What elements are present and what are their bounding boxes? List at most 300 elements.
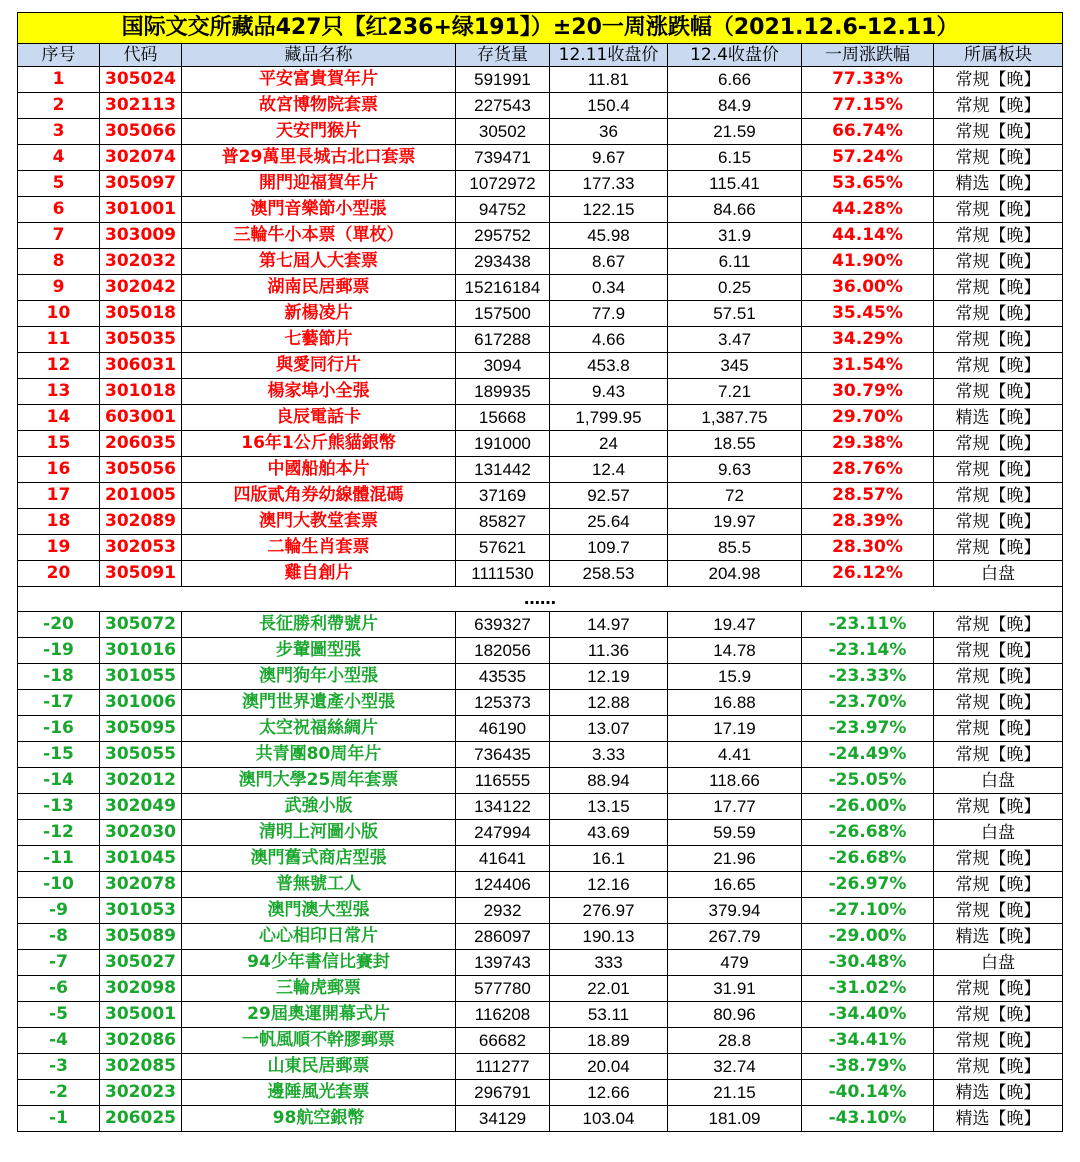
cell-weekly-change: -40.14% bbox=[802, 1080, 934, 1106]
gainer-row bbox=[18, 171, 1063, 197]
cell-close-1211: 109.7 bbox=[550, 535, 668, 561]
cell-close-1211: 3.33 bbox=[550, 742, 668, 768]
cell-close-124: 21.96 bbox=[668, 846, 802, 872]
cell-weekly-change: -26.00% bbox=[802, 794, 934, 820]
cell-code: 302074 bbox=[100, 145, 182, 171]
cell-code: 302089 bbox=[100, 509, 182, 535]
cell-weekly-change: 28.57% bbox=[802, 483, 934, 509]
gainer-row bbox=[18, 483, 1063, 509]
cell-code: 302023 bbox=[100, 1080, 182, 1106]
cell-rank: 2 bbox=[18, 93, 100, 119]
cell-close-124: 17.77 bbox=[668, 794, 802, 820]
cell-close-124: 84.9 bbox=[668, 93, 802, 119]
loser-row bbox=[18, 612, 1063, 638]
cell-weekly-change: -26.68% bbox=[802, 820, 934, 846]
table-body bbox=[18, 13, 1063, 1132]
cell-stock: 1072972 bbox=[456, 171, 550, 197]
cell-code: 301018 bbox=[100, 379, 182, 405]
cell-name: 武強小版 bbox=[182, 794, 456, 820]
cell-stock: 191000 bbox=[456, 431, 550, 457]
cell-rank: -12 bbox=[18, 820, 100, 846]
cell-weekly-change: -43.10% bbox=[802, 1106, 934, 1132]
cell-sector: 精选【晚】 bbox=[934, 1080, 1063, 1106]
cell-rank: 1 bbox=[18, 67, 100, 93]
gainer-row bbox=[18, 535, 1063, 561]
cell-stock: 139743 bbox=[456, 950, 550, 976]
cell-name: 第七屆人大套票 bbox=[182, 249, 456, 275]
cell-code: 302113 bbox=[100, 93, 182, 119]
cell-sector: 白盘 bbox=[934, 768, 1063, 794]
cell-weekly-change: 28.30% bbox=[802, 535, 934, 561]
loser-row bbox=[18, 1080, 1063, 1106]
cell-stock: 182056 bbox=[456, 638, 550, 664]
cell-close-1211: 12.4 bbox=[550, 457, 668, 483]
cell-name: 三輪牛小本票（單枚） bbox=[182, 223, 456, 249]
cell-close-1211: 258.53 bbox=[550, 561, 668, 587]
cell-sector: 常规【晚】 bbox=[934, 197, 1063, 223]
cell-close-1211: 13.07 bbox=[550, 716, 668, 742]
cell-weekly-change: 30.79% bbox=[802, 379, 934, 405]
gainer-row bbox=[18, 509, 1063, 535]
cell-name: 澳門大教堂套票 bbox=[182, 509, 456, 535]
cell-stock: 43535 bbox=[456, 664, 550, 690]
cell-close-1211: 77.9 bbox=[550, 301, 668, 327]
cell-stock: 111277 bbox=[456, 1054, 550, 1080]
cell-stock: 247994 bbox=[456, 820, 550, 846]
cell-close-1211: 13.15 bbox=[550, 794, 668, 820]
cell-close-1211: 12.88 bbox=[550, 690, 668, 716]
gainer-row bbox=[18, 275, 1063, 301]
cell-rank: 16 bbox=[18, 457, 100, 483]
cell-close-1211: 11.36 bbox=[550, 638, 668, 664]
cell-close-1211: 25.64 bbox=[550, 509, 668, 535]
cell-weekly-change: -23.33% bbox=[802, 664, 934, 690]
cell-rank: -13 bbox=[18, 794, 100, 820]
cell-code: 305018 bbox=[100, 301, 182, 327]
cell-weekly-change: -23.97% bbox=[802, 716, 934, 742]
header-rank: 序号 bbox=[18, 44, 100, 67]
cell-sector: 精选【晚】 bbox=[934, 171, 1063, 197]
header-stock: 存货量 bbox=[456, 44, 550, 67]
cell-stock: 157500 bbox=[456, 301, 550, 327]
cell-name: 澳門澳大型張 bbox=[182, 898, 456, 924]
cell-rank: 19 bbox=[18, 535, 100, 561]
cell-weekly-change: -30.48% bbox=[802, 950, 934, 976]
gainer-row bbox=[18, 405, 1063, 431]
cell-close-124: 16.88 bbox=[668, 690, 802, 716]
cell-sector: 常规【晚】 bbox=[934, 483, 1063, 509]
cell-stock: 66682 bbox=[456, 1028, 550, 1054]
gainer-row bbox=[18, 561, 1063, 587]
cell-code: 305035 bbox=[100, 327, 182, 353]
cell-name: 四版贰角券幼線體混碼 bbox=[182, 483, 456, 509]
cell-name: 湖南民居郵票 bbox=[182, 275, 456, 301]
cell-weekly-change: -23.14% bbox=[802, 638, 934, 664]
cell-close-1211: 453.8 bbox=[550, 353, 668, 379]
cell-close-124: 85.5 bbox=[668, 535, 802, 561]
cell-name: 七藝節片 bbox=[182, 327, 456, 353]
header-sector: 所属板块 bbox=[934, 44, 1063, 67]
cell-stock: 295752 bbox=[456, 223, 550, 249]
cell-rank: -2 bbox=[18, 1080, 100, 1106]
cell-name: 天安門猴片 bbox=[182, 119, 456, 145]
cell-code: 306031 bbox=[100, 353, 182, 379]
cell-stock: 15216184 bbox=[456, 275, 550, 301]
cell-rank: -16 bbox=[18, 716, 100, 742]
cell-stock: 85827 bbox=[456, 509, 550, 535]
cell-name: 一帆風順不幹膠郵票 bbox=[182, 1028, 456, 1054]
cell-sector: 常规【晚】 bbox=[934, 223, 1063, 249]
cell-stock: 116555 bbox=[456, 768, 550, 794]
loser-row bbox=[18, 846, 1063, 872]
cell-close-124: 19.47 bbox=[668, 612, 802, 638]
cell-weekly-change: 28.39% bbox=[802, 509, 934, 535]
cell-weekly-change: 44.14% bbox=[802, 223, 934, 249]
cell-name: 共青團80周年片 bbox=[182, 742, 456, 768]
cell-close-1211: 8.67 bbox=[550, 249, 668, 275]
cell-rank: -4 bbox=[18, 1028, 100, 1054]
gainer-row bbox=[18, 145, 1063, 171]
cell-name: 98航空銀幣 bbox=[182, 1106, 456, 1132]
cell-sector: 常规【晚】 bbox=[934, 327, 1063, 353]
cell-code: 305001 bbox=[100, 1002, 182, 1028]
cell-code: 305027 bbox=[100, 950, 182, 976]
cell-close-124: 379.94 bbox=[668, 898, 802, 924]
table-title: 国际文交所藏品427只【红236+绿191】）±20一周涨跌幅（2021.12.6-12.11） bbox=[18, 13, 1063, 44]
cell-weekly-change: 66.74% bbox=[802, 119, 934, 145]
cell-rank: 10 bbox=[18, 301, 100, 327]
cell-sector: 常规【晚】 bbox=[934, 612, 1063, 638]
gainer-row bbox=[18, 457, 1063, 483]
cell-name: 澳門大學25周年套票 bbox=[182, 768, 456, 794]
cell-stock: 296791 bbox=[456, 1080, 550, 1106]
cell-name: 長征勝利帶號片 bbox=[182, 612, 456, 638]
cell-code: 302042 bbox=[100, 275, 182, 301]
cell-weekly-change: -34.40% bbox=[802, 1002, 934, 1028]
cell-rank: -11 bbox=[18, 846, 100, 872]
cell-stock: 293438 bbox=[456, 249, 550, 275]
cell-sector: 常规【晚】 bbox=[934, 93, 1063, 119]
cell-sector: 常规【晚】 bbox=[934, 742, 1063, 768]
cell-rank: 18 bbox=[18, 509, 100, 535]
price-change-table-container bbox=[17, 12, 1062, 1132]
cell-sector: 常规【晚】 bbox=[934, 431, 1063, 457]
cell-code: 302085 bbox=[100, 1054, 182, 1080]
cell-code: 302053 bbox=[100, 535, 182, 561]
gainer-row bbox=[18, 197, 1063, 223]
cell-stock: 736435 bbox=[456, 742, 550, 768]
loser-row bbox=[18, 690, 1063, 716]
cell-close-1211: 177.33 bbox=[550, 171, 668, 197]
cell-stock: 1111530 bbox=[456, 561, 550, 587]
cell-sector: 常规【晚】 bbox=[934, 716, 1063, 742]
cell-weekly-change: -31.02% bbox=[802, 976, 934, 1002]
cell-close-1211: 24 bbox=[550, 431, 668, 457]
cell-close-124: 115.41 bbox=[668, 171, 802, 197]
cell-close-124: 21.15 bbox=[668, 1080, 802, 1106]
cell-sector: 常规【晚】 bbox=[934, 119, 1063, 145]
cell-close-1211: 122.15 bbox=[550, 197, 668, 223]
cell-weekly-change: -24.49% bbox=[802, 742, 934, 768]
cell-name: 新楊凌片 bbox=[182, 301, 456, 327]
cell-code: 301055 bbox=[100, 664, 182, 690]
cell-close-1211: 14.97 bbox=[550, 612, 668, 638]
cell-close-1211: 12.66 bbox=[550, 1080, 668, 1106]
cell-name: 29屆奧運開幕式片 bbox=[182, 1002, 456, 1028]
cell-weekly-change: -26.68% bbox=[802, 846, 934, 872]
cell-name: 心心相印日常片 bbox=[182, 924, 456, 950]
gainer-row bbox=[18, 223, 1063, 249]
cell-name: 開門迎福賀年片 bbox=[182, 171, 456, 197]
cell-rank: 15 bbox=[18, 431, 100, 457]
cell-close-1211: 0.34 bbox=[550, 275, 668, 301]
cell-name: 邊陲風光套票 bbox=[182, 1080, 456, 1106]
cell-close-124: 17.19 bbox=[668, 716, 802, 742]
cell-close-124: 84.66 bbox=[668, 197, 802, 223]
cell-rank: 11 bbox=[18, 327, 100, 353]
loser-row bbox=[18, 664, 1063, 690]
cell-rank: 17 bbox=[18, 483, 100, 509]
cell-code: 302098 bbox=[100, 976, 182, 1002]
cell-code: 305072 bbox=[100, 612, 182, 638]
cell-stock: 286097 bbox=[456, 924, 550, 950]
cell-sector: 常规【晚】 bbox=[934, 898, 1063, 924]
cell-code: 201005 bbox=[100, 483, 182, 509]
cell-stock: 46190 bbox=[456, 716, 550, 742]
cell-name: 澳門舊式商店型張 bbox=[182, 846, 456, 872]
loser-row bbox=[18, 794, 1063, 820]
cell-sector: 白盘 bbox=[934, 950, 1063, 976]
cell-weekly-change: -34.41% bbox=[802, 1028, 934, 1054]
cell-rank: 3 bbox=[18, 119, 100, 145]
cell-name: 與愛同行片 bbox=[182, 353, 456, 379]
cell-weekly-change: 29.38% bbox=[802, 431, 934, 457]
cell-sector: 常规【晚】 bbox=[934, 353, 1063, 379]
loser-row bbox=[18, 1002, 1063, 1028]
cell-name: 澳門世界遺產小型張 bbox=[182, 690, 456, 716]
cell-sector: 常规【晚】 bbox=[934, 664, 1063, 690]
cell-name: 清明上河圖小版 bbox=[182, 820, 456, 846]
cell-close-1211: 150.4 bbox=[550, 93, 668, 119]
cell-weekly-change: -29.00% bbox=[802, 924, 934, 950]
cell-stock: 34129 bbox=[456, 1106, 550, 1132]
cell-sector: 常规【晚】 bbox=[934, 872, 1063, 898]
cell-close-124: 6.66 bbox=[668, 67, 802, 93]
gainer-row bbox=[18, 431, 1063, 457]
cell-stock: 125373 bbox=[456, 690, 550, 716]
cell-code: 305056 bbox=[100, 457, 182, 483]
cell-code: 305097 bbox=[100, 171, 182, 197]
cell-rank: -17 bbox=[18, 690, 100, 716]
cell-rank: 5 bbox=[18, 171, 100, 197]
cell-code: 305089 bbox=[100, 924, 182, 950]
cell-name: 澳門狗年小型張 bbox=[182, 664, 456, 690]
cell-code: 206035 bbox=[100, 431, 182, 457]
cell-sector: 精选【晚】 bbox=[934, 924, 1063, 950]
cell-sector: 常规【晚】 bbox=[934, 379, 1063, 405]
loser-row bbox=[18, 976, 1063, 1002]
cell-code: 301001 bbox=[100, 197, 182, 223]
cell-rank: 20 bbox=[18, 561, 100, 587]
cell-name: 澳門音樂節小型張 bbox=[182, 197, 456, 223]
cell-code: 301045 bbox=[100, 846, 182, 872]
cell-code: 302078 bbox=[100, 872, 182, 898]
header-name: 藏品名称 bbox=[182, 44, 456, 67]
cell-weekly-change: -26.97% bbox=[802, 872, 934, 898]
cell-close-1211: 88.94 bbox=[550, 768, 668, 794]
loser-row bbox=[18, 924, 1063, 950]
cell-stock: 189935 bbox=[456, 379, 550, 405]
cell-close-1211: 9.43 bbox=[550, 379, 668, 405]
cell-sector: 常规【晚】 bbox=[934, 690, 1063, 716]
cell-weekly-change: 34.29% bbox=[802, 327, 934, 353]
cell-sector: 常规【晚】 bbox=[934, 1028, 1063, 1054]
cell-code: 302049 bbox=[100, 794, 182, 820]
cell-close-124: 14.78 bbox=[668, 638, 802, 664]
cell-weekly-change: 53.65% bbox=[802, 171, 934, 197]
cell-sector: 常规【晚】 bbox=[934, 67, 1063, 93]
cell-close-1211: 276.97 bbox=[550, 898, 668, 924]
cell-code: 302086 bbox=[100, 1028, 182, 1054]
cell-rank: -10 bbox=[18, 872, 100, 898]
header-close-1211: 12.11收盘价 bbox=[550, 44, 668, 67]
cell-weekly-change: 35.45% bbox=[802, 301, 934, 327]
cell-weekly-change: -23.70% bbox=[802, 690, 934, 716]
cell-weekly-change: 31.54% bbox=[802, 353, 934, 379]
cell-close-124: 479 bbox=[668, 950, 802, 976]
gainer-row bbox=[18, 67, 1063, 93]
cell-close-124: 15.9 bbox=[668, 664, 802, 690]
cell-close-124: 7.21 bbox=[668, 379, 802, 405]
cell-weekly-change: -27.10% bbox=[802, 898, 934, 924]
cell-close-124: 18.55 bbox=[668, 431, 802, 457]
cell-rank: -6 bbox=[18, 976, 100, 1002]
cell-stock: 94752 bbox=[456, 197, 550, 223]
cell-stock: 124406 bbox=[456, 872, 550, 898]
cell-sector: 常规【晚】 bbox=[934, 535, 1063, 561]
cell-stock: 57621 bbox=[456, 535, 550, 561]
cell-rank: -5 bbox=[18, 1002, 100, 1028]
cell-code: 302032 bbox=[100, 249, 182, 275]
cell-rank: 9 bbox=[18, 275, 100, 301]
cell-stock: 577780 bbox=[456, 976, 550, 1002]
cell-weekly-change: -23.11% bbox=[802, 612, 934, 638]
cell-close-1211: 36 bbox=[550, 119, 668, 145]
cell-weekly-change: 57.24% bbox=[802, 145, 934, 171]
cell-stock: 2932 bbox=[456, 898, 550, 924]
cell-sector: 常规【晚】 bbox=[934, 794, 1063, 820]
cell-sector: 常规【晚】 bbox=[934, 145, 1063, 171]
cell-sector: 白盘 bbox=[934, 820, 1063, 846]
gainer-row bbox=[18, 249, 1063, 275]
cell-close-124: 1,387.75 bbox=[668, 405, 802, 431]
cell-close-1211: 103.04 bbox=[550, 1106, 668, 1132]
cell-rank: -9 bbox=[18, 898, 100, 924]
cell-close-1211: 53.11 bbox=[550, 1002, 668, 1028]
cell-name: 二輪生肖套票 bbox=[182, 535, 456, 561]
cell-stock: 739471 bbox=[456, 145, 550, 171]
separator-row bbox=[18, 587, 1063, 612]
cell-close-1211: 22.01 bbox=[550, 976, 668, 1002]
cell-rank: -18 bbox=[18, 664, 100, 690]
cell-name: 普29萬里長城古北口套票 bbox=[182, 145, 456, 171]
cell-stock: 639327 bbox=[456, 612, 550, 638]
cell-close-1211: 1,799.95 bbox=[550, 405, 668, 431]
cell-code: 305024 bbox=[100, 67, 182, 93]
gainer-row bbox=[18, 353, 1063, 379]
cell-sector: 常规【晚】 bbox=[934, 249, 1063, 275]
cell-stock: 3094 bbox=[456, 353, 550, 379]
cell-rank: -8 bbox=[18, 924, 100, 950]
cell-weekly-change: 77.33% bbox=[802, 67, 934, 93]
loser-row bbox=[18, 768, 1063, 794]
cell-name: 太空祝福絲綢片 bbox=[182, 716, 456, 742]
cell-code: 305066 bbox=[100, 119, 182, 145]
gainer-row bbox=[18, 327, 1063, 353]
cell-close-1211: 12.16 bbox=[550, 872, 668, 898]
cell-sector: 常规【晚】 bbox=[934, 638, 1063, 664]
cell-rank: 14 bbox=[18, 405, 100, 431]
cell-close-1211: 9.67 bbox=[550, 145, 668, 171]
cell-sector: 常规【晚】 bbox=[934, 457, 1063, 483]
cell-rank: -20 bbox=[18, 612, 100, 638]
cell-name: 雞自創片 bbox=[182, 561, 456, 587]
cell-weekly-change: -38.79% bbox=[802, 1054, 934, 1080]
cell-close-124: 6.15 bbox=[668, 145, 802, 171]
cell-rank: -1 bbox=[18, 1106, 100, 1132]
cell-close-124: 0.25 bbox=[668, 275, 802, 301]
cell-rank: 8 bbox=[18, 249, 100, 275]
cell-close-124: 19.97 bbox=[668, 509, 802, 535]
cell-close-124: 9.63 bbox=[668, 457, 802, 483]
cell-close-124: 59.59 bbox=[668, 820, 802, 846]
cell-code: 302012 bbox=[100, 768, 182, 794]
cell-close-1211: 333 bbox=[550, 950, 668, 976]
gainer-row bbox=[18, 379, 1063, 405]
loser-row bbox=[18, 716, 1063, 742]
cell-close-124: 32.74 bbox=[668, 1054, 802, 1080]
cell-stock: 37169 bbox=[456, 483, 550, 509]
cell-sector: 精选【晚】 bbox=[934, 1106, 1063, 1132]
cell-weekly-change: 29.70% bbox=[802, 405, 934, 431]
separator-ellipsis: …… bbox=[18, 587, 1063, 612]
cell-close-1211: 4.66 bbox=[550, 327, 668, 353]
loser-row bbox=[18, 1054, 1063, 1080]
cell-code: 206025 bbox=[100, 1106, 182, 1132]
gainer-row bbox=[18, 301, 1063, 327]
cell-weekly-change: 28.76% bbox=[802, 457, 934, 483]
cell-stock: 617288 bbox=[456, 327, 550, 353]
cell-close-124: 28.8 bbox=[668, 1028, 802, 1054]
cell-sector: 常规【晚】 bbox=[934, 509, 1063, 535]
cell-weekly-change: 44.28% bbox=[802, 197, 934, 223]
cell-close-124: 72 bbox=[668, 483, 802, 509]
cell-name: 步輦圖型張 bbox=[182, 638, 456, 664]
gainer-row bbox=[18, 119, 1063, 145]
cell-close-124: 31.9 bbox=[668, 223, 802, 249]
cell-rank: -15 bbox=[18, 742, 100, 768]
cell-name: 楊家埠小全張 bbox=[182, 379, 456, 405]
cell-sector: 白盘 bbox=[934, 561, 1063, 587]
cell-sector: 精选【晚】 bbox=[934, 405, 1063, 431]
cell-rank: -7 bbox=[18, 950, 100, 976]
loser-row bbox=[18, 638, 1063, 664]
cell-close-124: 16.65 bbox=[668, 872, 802, 898]
cell-close-1211: 20.04 bbox=[550, 1054, 668, 1080]
cell-sector: 常规【晚】 bbox=[934, 846, 1063, 872]
cell-stock: 30502 bbox=[456, 119, 550, 145]
loser-row bbox=[18, 1106, 1063, 1132]
